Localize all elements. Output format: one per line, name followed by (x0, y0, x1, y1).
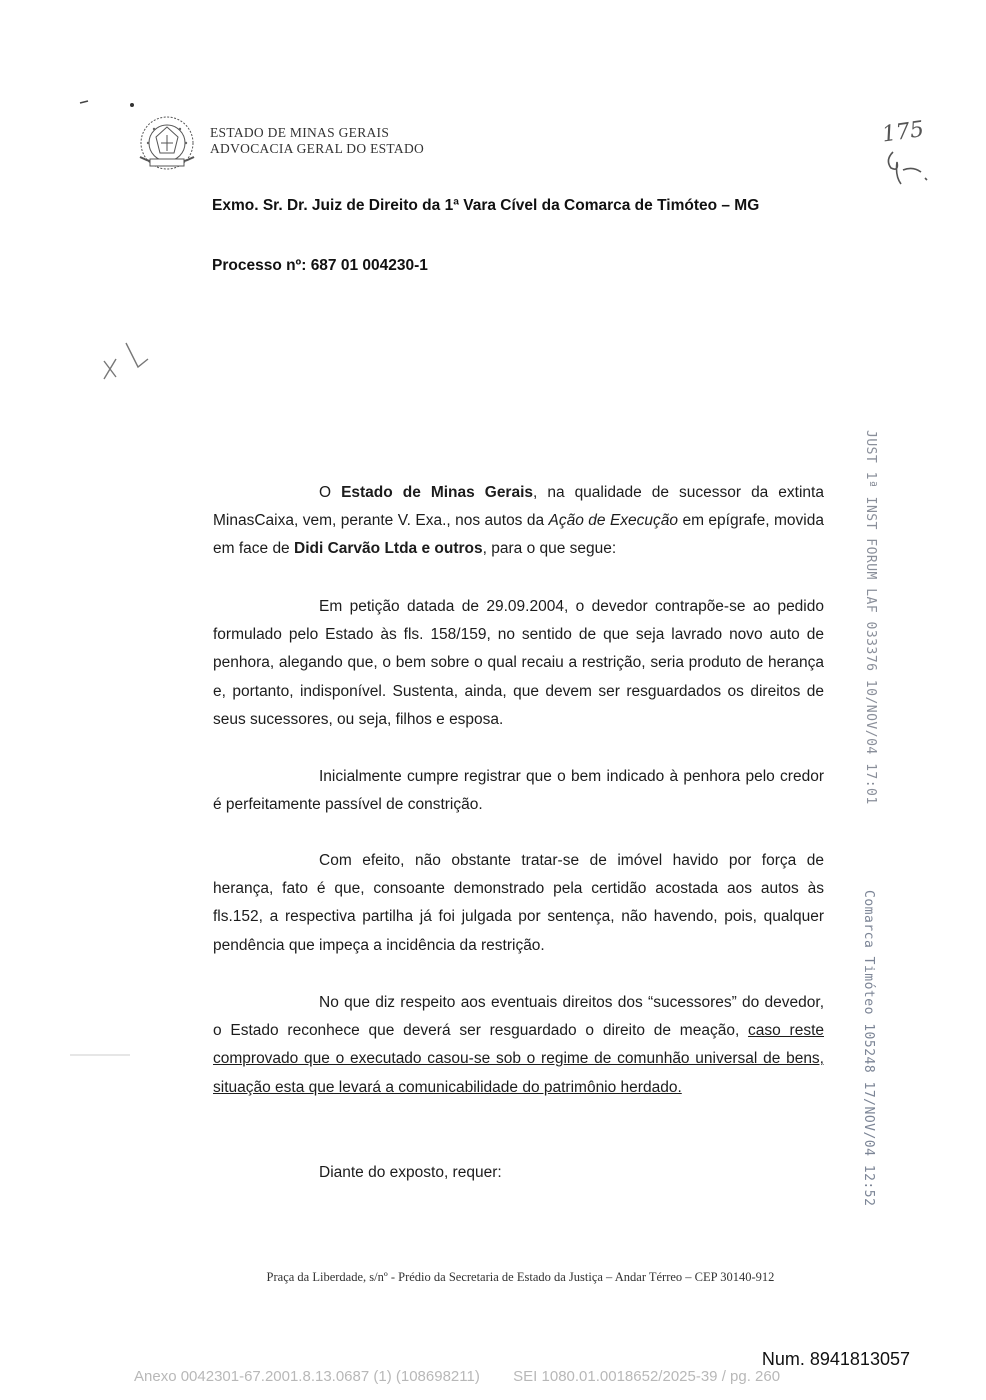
paragraph-request: Diante do exposto, requer: (319, 1164, 502, 1181)
scan-marks (78, 95, 138, 115)
successors-text: No que diz respeito aos eventuais direitos dos “sucessores” do devedor, o Estado reconhece que deverá ser resguardado o direito de meação, (213, 994, 824, 1040)
paragraph-intro (213, 479, 824, 564)
protocol-stamp-1: JUST 1ª INST FORUM LAF 033376 10/NOV/04 17:01 (863, 430, 878, 805)
intro-text-a: O (319, 484, 342, 501)
intro-text-c: , na qualidade de sucessor da extinta MinasCaixa, vem, perante V. Exa., nos autos da (213, 484, 824, 530)
addressee: Exmo. Sr. Dr. Juiz de Direito da 1ª Vara Cível da Comarca de Timóteo – MG (212, 197, 760, 214)
defendant-name: Didi Carvão Ltda e outros (294, 540, 483, 558)
paragraph-in-effect: Com efeito, não obstante tratar-se de imóvel havido por força de herança, fato é que, consoante demonstrado pela certidão acostada aos autos às fls.152, a respectiva partilha já foi julgada por sentença, não havendo, pois, qualquer pendência que impeça a incidência da restrição. (213, 852, 824, 954)
handwritten-page-number (875, 110, 935, 190)
intro-text-g: , para o que segue: (482, 540, 617, 558)
state-coat-of-arms-icon (134, 113, 200, 175)
intro-text-e: em epígrafe, movida em face de (213, 512, 824, 558)
org-line-2: ADVOCACIA GERAL DO ESTADO (210, 141, 425, 156)
paragraph-successors (213, 989, 824, 1102)
underlined-condition: caso reste comprovado que o executado casou-se sob o regime de comunhão universal de bens, situação esta que levará a comunicabilidade do patrimônio herdado. (213, 1022, 824, 1096)
action-type: Ação de Execução (548, 512, 679, 530)
party-name: Estado de Minas Gerais (341, 484, 534, 501)
annex-footer: Anexo 0042301-67.2001.8.13.0687 (1) (108698211) SEI 1080.01.0018652/2025-39 / pg. 260 (134, 1368, 781, 1385)
handwritten-number-text: 175 (880, 117, 926, 148)
margin-line (70, 1050, 130, 1060)
handwritten-mark (98, 333, 156, 383)
org-line-1: ESTADO DE MINAS GERAIS (210, 125, 390, 140)
protocol-stamp-2: Comarca Timóteo 105248 17/NOV/04 12:52 (861, 890, 876, 1207)
paragraph-initially: Inicialmente cumpre registrar que o bem indicado à penhora pelo credor é perfeitamente passível de constrição. (213, 768, 824, 814)
process-number: Processo nº: 687 01 004230-1 (212, 257, 428, 274)
footer-address: Praça da Liberdade, s/nº - Prédio da Secretaria de Estado da Justiça – Andar Térreo – CEP 30140-912 (266, 1270, 775, 1284)
paragraph-petition: Em petição datada de 29.09.2004, o devedor contrapõe-se ao pedido formulado pelo Estado às fls. 158/159, no sentido de que seja lavrado novo auto de penhora, alegando que, o bem sobre o qual recaiu a restrição, seria produto de herança e, portanto, indisponível. Sustenta, ainda, que devem ser resguardados os direitos de seus sucessores, ou seja, filhos e esposa. (213, 598, 824, 728)
document-number: Num. 8941813057 (761, 1349, 910, 1369)
issuing-organization (210, 125, 424, 157)
